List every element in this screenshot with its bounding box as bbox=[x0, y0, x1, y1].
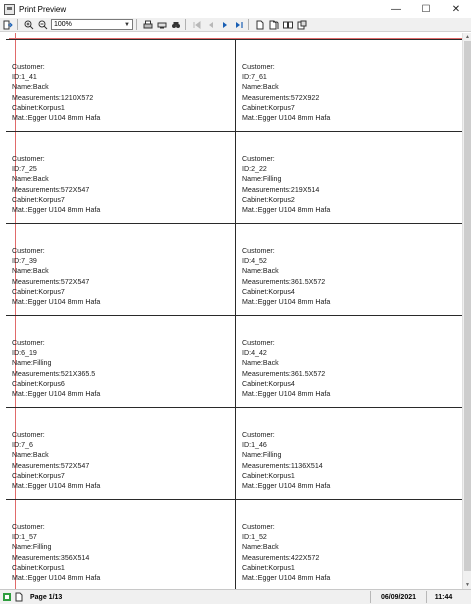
label-material: Mat.:Egger U104 8mm Hafa bbox=[12, 297, 101, 306]
label-cell bbox=[235, 407, 464, 499]
label-cell bbox=[6, 39, 235, 131]
label-cabinet: Cabinet:Korpus1 bbox=[12, 563, 65, 572]
window-controls bbox=[381, 0, 471, 18]
label-text bbox=[242, 154, 330, 215]
label-material: Mat.:Egger U104 8mm Hafa bbox=[242, 297, 331, 306]
label-name: Name:Back bbox=[242, 359, 279, 368]
label-customer: Customer: bbox=[12, 155, 45, 163]
maximize-button[interactable]: ☐ bbox=[421, 3, 431, 15]
label-material: Mat.:Egger U104 8mm Hafa bbox=[12, 573, 101, 582]
label-id: ID:7_61 bbox=[242, 73, 267, 82]
label-cell bbox=[235, 223, 464, 315]
label-text bbox=[242, 62, 330, 123]
page-setup-icon[interactable] bbox=[296, 19, 308, 31]
next-page-icon[interactable] bbox=[219, 19, 231, 31]
label-material: Mat.:Egger U104 8mm Hafa bbox=[242, 481, 331, 490]
label-material: Mat.:Egger U104 8mm Hafa bbox=[242, 205, 331, 214]
label-cell bbox=[235, 131, 464, 223]
two-pages-icon[interactable] bbox=[268, 19, 280, 31]
label-text bbox=[12, 522, 100, 583]
label-cabinet: Cabinet:Korpus7 bbox=[12, 287, 65, 296]
label-name: Name:Back bbox=[242, 83, 279, 92]
document-icon bbox=[14, 592, 24, 602]
window-title: Print Preview bbox=[19, 4, 67, 14]
find-icon[interactable] bbox=[170, 19, 182, 31]
label-cell bbox=[235, 315, 464, 407]
label-customer: Customer: bbox=[12, 63, 45, 71]
toolbar bbox=[0, 18, 471, 32]
label-cell bbox=[235, 39, 464, 131]
label-id: ID:4_42 bbox=[242, 349, 267, 358]
print-icon[interactable] bbox=[142, 19, 154, 31]
toolbar-separator bbox=[17, 19, 18, 30]
label-id: ID:7_6 bbox=[12, 441, 33, 450]
single-page-icon[interactable] bbox=[254, 19, 266, 31]
scrollbar-thumb[interactable] bbox=[464, 41, 471, 571]
label-id: ID:1_57 bbox=[12, 533, 37, 542]
first-page-icon[interactable] bbox=[191, 19, 203, 31]
label-measurements: Measurements:521X365.5 bbox=[12, 369, 96, 378]
label-material: Mat.:Egger U104 8mm Hafa bbox=[242, 573, 331, 582]
label-cabinet: Cabinet:Korpus6 bbox=[12, 379, 65, 388]
label-cabinet: Cabinet:Korpus7 bbox=[12, 195, 65, 204]
label-cell bbox=[6, 223, 235, 315]
page-indicator: Page 1/13 bbox=[30, 593, 63, 601]
label-material: Mat.:Egger U104 8mm Hafa bbox=[12, 481, 101, 490]
label-measurements: Measurements:1210X572 bbox=[12, 93, 94, 102]
green-status-icon bbox=[2, 592, 12, 602]
label-customer: Customer: bbox=[242, 155, 275, 163]
label-cabinet: Cabinet:Korpus7 bbox=[12, 471, 65, 480]
label-customer: Customer: bbox=[12, 339, 45, 347]
label-id: ID:7_39 bbox=[12, 257, 37, 266]
status-bar bbox=[0, 589, 471, 604]
label-measurements: Measurements:572X922 bbox=[242, 93, 320, 102]
label-material: Mat.:Egger U104 8mm Hafa bbox=[12, 205, 101, 214]
label-name: Name:Back bbox=[242, 267, 279, 276]
label-id: ID:2_22 bbox=[242, 165, 267, 174]
label-measurements: Measurements:219X514 bbox=[242, 185, 320, 194]
label-measurements: Measurements:572X547 bbox=[12, 277, 90, 286]
label-material: Mat.:Egger U104 8mm Hafa bbox=[242, 389, 331, 398]
label-measurements: Measurements:572X547 bbox=[12, 461, 90, 470]
label-name: Name:Back bbox=[12, 267, 49, 276]
label-text bbox=[12, 430, 100, 491]
label-cell bbox=[6, 407, 235, 499]
label-cabinet: Cabinet:Korpus4 bbox=[242, 379, 295, 388]
last-page-icon[interactable] bbox=[233, 19, 245, 31]
label-measurements: Measurements:361.5X572 bbox=[242, 277, 326, 286]
label-customer: Customer: bbox=[12, 431, 45, 439]
label-text bbox=[242, 522, 330, 583]
chevron-down-icon[interactable]: ▼ bbox=[124, 21, 130, 28]
title-bar bbox=[0, 0, 471, 18]
label-text bbox=[242, 338, 330, 399]
label-measurements: Measurements:361.5X572 bbox=[242, 369, 326, 378]
status-date: 06/09/2021 bbox=[370, 591, 426, 603]
label-cabinet: Cabinet:Korpus7 bbox=[242, 103, 295, 112]
label-cabinet: Cabinet:Korpus4 bbox=[242, 287, 295, 296]
label-cabinet: Cabinet:Korpus1 bbox=[242, 471, 295, 480]
label-name: Name:Filling bbox=[12, 359, 52, 368]
scroll-up-icon[interactable]: ▲ bbox=[465, 34, 470, 40]
toolbar-separator bbox=[136, 19, 137, 30]
zoom-out-icon[interactable] bbox=[37, 19, 49, 31]
label-id: ID:1_46 bbox=[242, 441, 267, 450]
label-measurements: Measurements:572X547 bbox=[12, 185, 90, 194]
preview-area[interactable] bbox=[0, 33, 471, 589]
label-customer: Customer: bbox=[242, 523, 275, 531]
export-icon[interactable] bbox=[2, 19, 14, 31]
label-text bbox=[242, 246, 330, 307]
vertical-scrollbar[interactable] bbox=[462, 33, 471, 589]
label-name: Name:Back bbox=[12, 83, 49, 92]
close-button[interactable]: ✕ bbox=[451, 3, 461, 15]
zoom-in-icon[interactable] bbox=[23, 19, 35, 31]
minimize-button[interactable]: — bbox=[391, 3, 401, 15]
label-customer: Customer: bbox=[12, 247, 45, 255]
label-customer: Customer: bbox=[12, 523, 45, 531]
label-id: ID:7_25 bbox=[12, 165, 37, 174]
label-cell bbox=[6, 499, 235, 589]
label-material: Mat.:Egger U104 8mm Hafa bbox=[12, 113, 101, 122]
label-name: Name:Filling bbox=[242, 175, 282, 184]
label-customer: Customer: bbox=[242, 247, 275, 255]
label-measurements: Measurements:422X572 bbox=[242, 553, 320, 562]
toolbar-separator bbox=[185, 19, 186, 30]
label-measurements: Measurements:356X514 bbox=[12, 553, 90, 562]
label-material: Mat.:Egger U104 8mm Hafa bbox=[242, 113, 331, 122]
status-time: 11:44 bbox=[426, 591, 460, 603]
label-id: ID:1_41 bbox=[12, 73, 37, 82]
app-icon bbox=[4, 4, 15, 15]
prev-page-icon[interactable] bbox=[205, 19, 217, 31]
zoom-select[interactable] bbox=[51, 19, 133, 30]
label-name: Name:Back bbox=[12, 451, 49, 460]
label-id: ID:4_52 bbox=[242, 257, 267, 266]
scroll-down-icon[interactable]: ▼ bbox=[465, 582, 470, 588]
label-cell bbox=[235, 499, 464, 589]
label-text bbox=[12, 154, 100, 215]
label-name: Name:Back bbox=[242, 543, 279, 552]
print-setup-icon[interactable] bbox=[156, 19, 168, 31]
label-customer: Customer: bbox=[242, 63, 275, 71]
label-text bbox=[12, 338, 100, 399]
label-name: Name:Filling bbox=[12, 543, 52, 552]
label-cabinet: Cabinet:Korpus1 bbox=[12, 103, 65, 112]
label-cell bbox=[6, 315, 235, 407]
label-text bbox=[12, 246, 100, 307]
label-name: Name:Back bbox=[12, 175, 49, 184]
zoom-value: 100% bbox=[54, 21, 72, 28]
toolbar-separator bbox=[248, 19, 249, 30]
label-id: ID:6_19 bbox=[12, 349, 37, 358]
label-measurements: Measurements:1136X514 bbox=[242, 461, 323, 470]
label-cabinet: Cabinet:Korpus2 bbox=[242, 195, 295, 204]
label-customer: Customer: bbox=[242, 339, 275, 347]
label-id: ID:1_52 bbox=[242, 533, 267, 542]
label-cell bbox=[6, 131, 235, 223]
multi-page-icon[interactable] bbox=[282, 19, 294, 31]
label-customer: Customer: bbox=[242, 431, 275, 439]
label-text bbox=[12, 62, 100, 123]
label-cabinet: Cabinet:Korpus1 bbox=[242, 563, 295, 572]
label-name: Name:Filling bbox=[242, 451, 282, 460]
label-text bbox=[242, 430, 330, 491]
label-material: Mat.:Egger U104 8mm Hafa bbox=[12, 389, 101, 398]
